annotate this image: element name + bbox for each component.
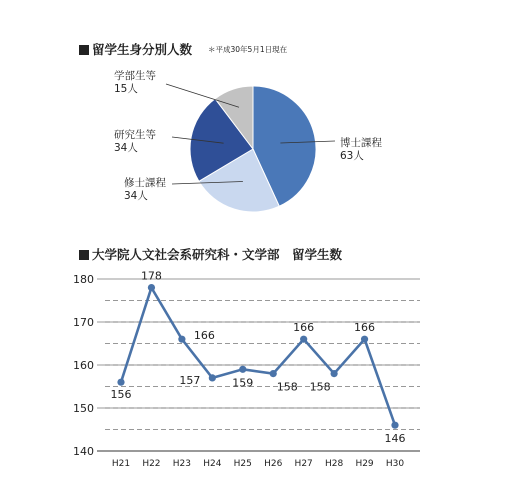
data-label: 178 <box>140 269 162 283</box>
series-line <box>121 288 395 426</box>
pie-label-masters-name: 修士課程 <box>124 177 166 189</box>
line-chart-title: 大学院人文社会系研究科・文学部 留学生数 <box>79 245 342 263</box>
data-label: 146 <box>384 432 406 446</box>
pie-label-masters <box>124 177 166 203</box>
x-tick-label: H30 <box>385 459 405 469</box>
y-tick-label: 160 <box>73 359 94 372</box>
pie-label-undergrad <box>114 70 156 96</box>
pie-date-note: ＊平成30年5月1日現在 <box>208 45 288 54</box>
data-label: 166 <box>193 329 215 343</box>
data-label: 158 <box>309 380 331 394</box>
pie-label-research-value: 34人 <box>114 142 138 154</box>
pie-label-doctoral-value: 63人 <box>340 150 364 162</box>
x-tick-label: H28 <box>324 459 344 469</box>
data-label: 166 <box>293 321 315 335</box>
data-point <box>117 379 124 386</box>
pie-chart-title: 留学生身分別人数 <box>79 40 192 58</box>
x-tick-label: H22 <box>142 459 161 469</box>
data-point <box>270 370 277 377</box>
x-tick-label: H27 <box>294 459 313 469</box>
data-point <box>361 336 368 343</box>
data-point <box>178 336 185 343</box>
title-square-icon <box>79 250 89 260</box>
pie-label-doctoral <box>340 137 382 163</box>
data-label: 157 <box>179 373 201 387</box>
data-point <box>331 370 338 377</box>
x-tick-label: H26 <box>264 459 283 469</box>
y-tick-label: 150 <box>73 402 94 415</box>
x-tick-label: H29 <box>355 459 374 469</box>
data-point <box>391 422 398 429</box>
x-tick-label: H24 <box>203 459 222 469</box>
pie-label-research-name: 研究生等 <box>114 129 156 141</box>
pie-label-research <box>114 129 156 155</box>
x-tick-label: H21 <box>111 459 131 469</box>
data-label: 158 <box>276 380 298 394</box>
pie-label-undergrad-name: 学部生等 <box>114 70 156 82</box>
data-point <box>209 374 216 381</box>
pie-label-undergrad-value: 15人 <box>114 83 138 95</box>
y-tick-label: 170 <box>73 316 94 329</box>
pie-label-masters-value: 34人 <box>124 190 148 202</box>
data-point <box>239 366 246 373</box>
y-tick-label: 180 <box>73 273 94 286</box>
x-tick-label: H25 <box>233 459 252 469</box>
x-tick-label: H23 <box>172 459 192 469</box>
data-point <box>300 336 307 343</box>
data-label: 159 <box>232 376 254 390</box>
pie-label-doctoral-name: 博士課程 <box>340 137 382 149</box>
data-label: 166 <box>354 321 376 335</box>
y-tick-label: 140 <box>73 445 94 458</box>
line-chart <box>0 260 508 500</box>
data-point <box>148 284 155 291</box>
data-label: 156 <box>110 388 132 402</box>
pie-chart <box>0 0 508 230</box>
